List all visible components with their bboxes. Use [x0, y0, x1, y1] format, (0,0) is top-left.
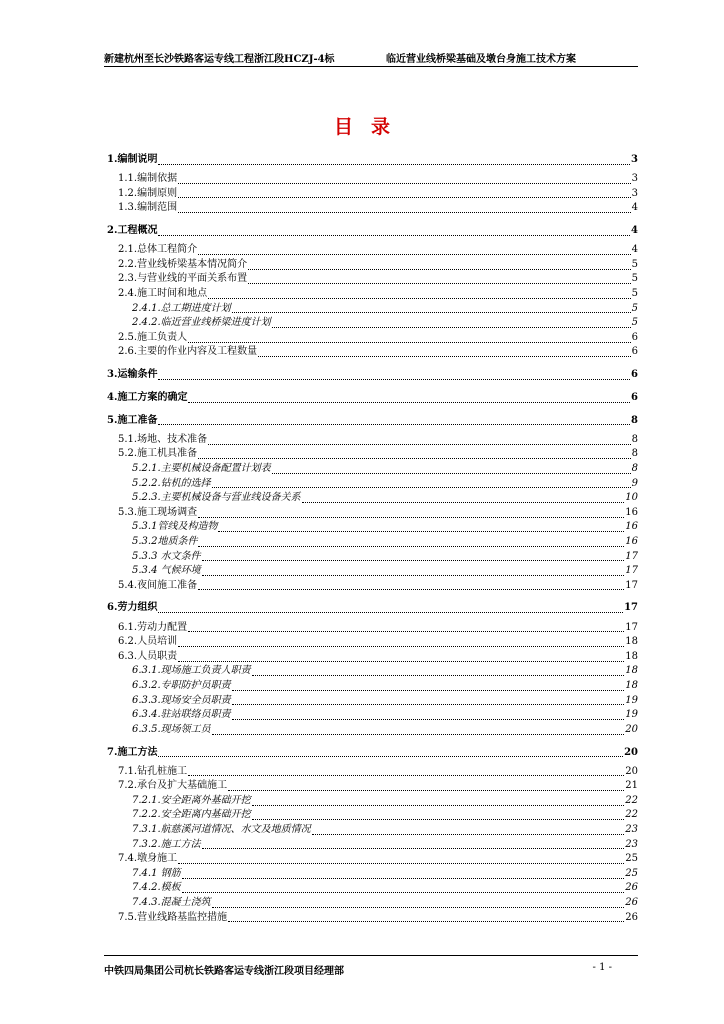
toc-entry-label: 6.3.2.专职防护员职责	[132, 679, 231, 691]
toc-entry-page: 6	[631, 369, 638, 381]
toc-entry-label: 5.3.2地质条件	[132, 535, 198, 547]
toc-entry-label: 6.1.劳动力配置	[118, 621, 188, 633]
toc-entry[interactable]	[107, 391, 638, 406]
toc-entry[interactable]	[107, 564, 638, 579]
toc-entry[interactable]	[107, 823, 638, 838]
toc-entry-page: 4	[631, 225, 638, 237]
toc-dot-leader	[158, 154, 630, 165]
toc-entry[interactable]	[107, 746, 638, 761]
toc-entry[interactable]	[107, 911, 638, 926]
toc-dot-leader	[198, 244, 631, 255]
toc-entry[interactable]	[107, 852, 638, 867]
page-footer	[104, 962, 638, 977]
toc-entry-page: 3	[631, 187, 638, 199]
toc-entry[interactable]	[107, 679, 638, 694]
toc-dot-leader	[232, 302, 631, 313]
toc-dot-leader	[198, 536, 624, 547]
toc-entry-label: 5.3.1管线及构造物	[132, 521, 218, 533]
toc-entry-page: 6	[631, 331, 638, 343]
toc-entry-label: 5.施工准备	[107, 414, 158, 426]
toc-entry-page: 18	[625, 650, 638, 662]
toc-entry[interactable]	[107, 708, 638, 723]
toc-entry[interactable]	[107, 664, 638, 679]
toc-dot-leader	[232, 694, 625, 705]
toc-entry-label: 6.劳力组织	[107, 602, 158, 614]
header-document-title: 临近营业线桥梁基础及墩台身施工技术方案	[386, 54, 576, 65]
toc-entry-page: 16	[625, 506, 638, 518]
toc-entry[interactable]	[107, 535, 638, 550]
toc-dot-leader	[178, 853, 624, 864]
toc-entry[interactable]	[107, 723, 638, 738]
toc-entry[interactable]	[107, 345, 638, 360]
toc-entry-page: 18	[625, 636, 638, 648]
toc-entry[interactable]	[107, 368, 638, 383]
toc-entry[interactable]	[107, 765, 638, 780]
toc-entry-label: 5.3.3 水文条件	[132, 550, 201, 562]
toc-entry-page: 6	[631, 346, 638, 358]
toc-entry-page: 5	[631, 302, 638, 314]
toc-entry[interactable]	[107, 414, 638, 429]
toc-dot-leader	[188, 332, 631, 343]
toc-entry[interactable]	[107, 881, 638, 896]
toc-entry-page: 5	[631, 258, 638, 270]
toc-entry-label: 5.2.1.主要机械设备配置计划表	[132, 462, 271, 474]
toc-dot-leader	[188, 392, 630, 403]
toc-entry-page: 17	[624, 602, 638, 614]
toc-entry-label: 6.3.人员职责	[118, 650, 178, 662]
toc-entry-label: 7.4.2.模板	[132, 882, 181, 894]
toc-dot-leader	[232, 680, 625, 691]
toc-entry-page: 3	[631, 173, 638, 185]
toc-entry-page: 19	[625, 694, 638, 706]
toc-entry[interactable]	[107, 187, 638, 202]
toc-entry-page: 17	[625, 550, 638, 562]
toc-entry-label: 6.3.4.驻站联络员职责	[132, 709, 231, 721]
toc-entry-label: 5.3.4 气候环境	[132, 565, 201, 577]
toc-entry-page: 19	[625, 709, 638, 721]
toc-entry-label: 1.1.编制依据	[118, 173, 178, 185]
toc-entry-page: 4	[631, 202, 638, 214]
toc-dot-leader	[212, 724, 625, 735]
toc-entry[interactable]	[107, 579, 638, 594]
toc-entry-label: 7.4.1 钢筋	[132, 867, 181, 879]
toc-entry-label: 2.4.2.临近营业线桥梁进度计划	[132, 317, 271, 329]
toc-entry[interactable]	[107, 447, 638, 462]
toc-entry-label: 2.1.总体工程简介	[118, 244, 198, 256]
toc-dot-leader	[178, 651, 624, 662]
toc-entry[interactable]	[107, 477, 638, 492]
toc-entry-page: 20	[624, 746, 638, 758]
toc-entry-page: 25	[625, 853, 638, 865]
page-header	[104, 50, 638, 65]
toc-dot-leader	[208, 288, 631, 299]
toc-entry-label: 7.3.1.航慈溪河道情况、水文及地质情况	[132, 823, 311, 835]
toc-entry[interactable]	[107, 520, 638, 535]
toc-entry-page: 6	[631, 391, 638, 403]
table-of-contents	[107, 153, 638, 925]
toc-entry-label: 7.1.钻孔桩施工	[118, 765, 188, 777]
toc-entry-label: 2.6.主要的作业内容及工程数量	[118, 346, 258, 358]
toc-dot-leader	[178, 202, 631, 213]
toc-entry-label: 7.4.3.混凝土浇筑	[132, 896, 211, 908]
toc-entry-label: 7.2.承台及扩大基础施工	[118, 780, 228, 792]
toc-dot-leader	[178, 636, 624, 647]
toc-entry[interactable]	[107, 153, 638, 168]
toc-dot-leader	[228, 911, 624, 922]
toc-entry-label: 2.5.施工负责人	[118, 331, 188, 343]
toc-entry-page: 8	[631, 414, 638, 426]
toc-entry[interactable]	[107, 779, 638, 794]
toc-dot-leader	[248, 273, 631, 284]
toc-dot-leader	[248, 259, 631, 270]
toc-dot-leader	[158, 602, 623, 613]
toc-entry-label: 2.4.1.总工期进度计划	[132, 302, 231, 314]
toc-entry[interactable]	[107, 694, 638, 709]
toc-dot-leader	[302, 492, 625, 503]
toc-dot-leader	[198, 507, 624, 518]
toc-entry-page: 20	[625, 723, 638, 735]
toc-dot-leader	[218, 521, 624, 532]
toc-entry-page: 16	[625, 521, 638, 533]
toc-dot-leader	[188, 621, 624, 632]
toc-dot-leader	[258, 346, 631, 357]
header-project-title: 新建杭州至长沙铁路客运专线工程浙江段HCZJ-4标	[104, 54, 335, 65]
toc-entry-label: 5.2.施工机具准备	[118, 448, 198, 460]
toc-entry[interactable]	[107, 621, 638, 636]
toc-entry-label: 7.2.2.安全距离内基础开挖	[132, 809, 251, 821]
toc-entry[interactable]	[107, 172, 638, 187]
toc-dot-leader	[202, 550, 625, 561]
toc-dot-leader	[198, 579, 624, 590]
toc-entry-label: 4.施工方案的确定	[107, 391, 188, 403]
header-rule	[104, 66, 638, 67]
toc-entry-label: 7.5.营业线路基监控措施	[118, 911, 228, 923]
toc-entry[interactable]	[107, 224, 638, 239]
toc-dot-leader	[272, 317, 631, 328]
toc-entry-label: 5.1.场地、技术准备	[118, 433, 208, 445]
toc-dot-leader	[158, 369, 630, 380]
toc-entry-page: 22	[625, 809, 638, 821]
toc-entry[interactable]	[107, 258, 638, 273]
toc-entry-label: 6.3.1.现场施工负责人职责	[132, 665, 251, 677]
toc-entry-page: 21	[625, 780, 638, 792]
toc-dot-leader	[272, 463, 631, 474]
toc-entry-label: 7.施工方法	[107, 746, 158, 758]
toc-dot-leader	[178, 173, 631, 184]
toc-entry[interactable]	[107, 201, 638, 216]
toc-entry-page: 26	[625, 882, 638, 894]
toc-dot-leader	[232, 709, 625, 720]
toc-entry-label: 7.3.2.施工方法	[132, 838, 201, 850]
toc-dot-leader	[202, 565, 625, 576]
toc-entry-page: 5	[631, 317, 638, 329]
toc-dot-leader	[158, 746, 623, 757]
toc-entry[interactable]	[107, 491, 638, 506]
toc-entry-label: 1.编制说明	[107, 154, 158, 165]
toc-entry-page: 18	[625, 679, 638, 691]
toc-entry-page: 22	[625, 794, 638, 806]
toc-entry-page: 16	[625, 535, 638, 547]
toc-entry-page: 17	[625, 565, 638, 577]
toc-entry-page: 18	[625, 665, 638, 677]
toc-entry-label: 2.3.与营业线的平面关系布置	[118, 273, 248, 285]
toc-entry[interactable]	[107, 601, 638, 616]
toc-dot-leader	[228, 780, 624, 791]
toc-entry-label: 2.2.营业线桥梁基本情况简介	[118, 258, 248, 270]
toc-entry[interactable]	[107, 272, 638, 287]
toc-entry-page: 4	[631, 244, 638, 256]
toc-entry-page: 26	[625, 896, 638, 908]
toc-entry-label: 5.2.2.钻机的选择	[132, 477, 211, 489]
toc-entry-page: 8	[631, 448, 638, 460]
toc-entry[interactable]	[107, 316, 638, 331]
toc-entry-label: 5.4.夜间施工准备	[118, 579, 198, 591]
toc-dot-leader	[158, 414, 630, 425]
toc-entry[interactable]	[107, 550, 638, 565]
toc-entry-label: 7.2.1.安全距离外基础开挖	[132, 794, 251, 806]
toc-dot-leader	[178, 187, 631, 198]
toc-entry-label: 6.3.5.现场领工员	[132, 723, 211, 735]
toc-entry[interactable]	[107, 896, 638, 911]
toc-entry[interactable]	[107, 808, 638, 823]
toc-dot-leader	[198, 448, 631, 459]
toc-entry-page: 26	[625, 911, 638, 923]
footer-organization: 中铁四局集团公司杭长铁路客运专线浙江段项目经理部	[104, 966, 344, 977]
toc-entry-page: 23	[625, 838, 638, 850]
toc-entry[interactable]	[107, 506, 638, 521]
toc-entry-page: 17	[625, 621, 638, 633]
toc-dot-leader	[312, 824, 625, 835]
toc-dot-leader	[208, 434, 631, 445]
toc-dot-leader	[252, 795, 625, 806]
toc-entry[interactable]	[107, 650, 638, 665]
toc-dot-leader	[252, 665, 625, 676]
toc-dot-leader	[182, 882, 625, 893]
toc-entry[interactable]	[107, 302, 638, 317]
toc-dot-leader	[212, 897, 625, 908]
toc-entry[interactable]	[107, 838, 638, 853]
toc-entry-label: 1.3.编制范围	[118, 202, 178, 214]
toc-entry-page: 9	[631, 477, 638, 489]
toc-entry[interactable]	[107, 331, 638, 346]
toc-entry-page: 17	[625, 579, 638, 591]
toc-entry-label: 7.4.墩身施工	[118, 853, 178, 865]
toc-entry[interactable]	[107, 287, 638, 302]
page-number: - 1 -	[592, 962, 612, 973]
page-title: 目录	[333, 116, 408, 138]
toc-entry-label: 1.2.编制原则	[118, 187, 178, 199]
toc-entry[interactable]	[107, 794, 638, 809]
toc-entry-page: 20	[625, 765, 638, 777]
toc-entry-label: 5.2.3.主要机械设备与营业线设备关系	[132, 492, 301, 504]
toc-dot-leader	[158, 225, 630, 236]
toc-entry-page: 8	[631, 462, 638, 474]
toc-entry-page: 8	[631, 433, 638, 445]
toc-entry-page: 3	[631, 154, 638, 165]
toc-entry[interactable]	[107, 462, 638, 477]
toc-entry-page: 10	[625, 492, 638, 504]
toc-dot-leader	[212, 477, 631, 488]
toc-dot-leader	[188, 765, 624, 776]
toc-dot-leader	[252, 809, 625, 820]
toc-entry-page: 23	[625, 823, 638, 835]
toc-entry[interactable]	[107, 635, 638, 650]
toc-entry-label: 6.2.人员培训	[118, 636, 178, 648]
toc-dot-leader	[202, 838, 625, 849]
toc-entry-label: 3.运输条件	[107, 369, 158, 381]
toc-entry-page: 25	[625, 867, 638, 879]
toc-entry-label: 5.3.施工现场调查	[118, 506, 198, 518]
toc-entry[interactable]	[107, 433, 638, 448]
toc-entry-label: 2.4.施工时间和地点	[118, 287, 208, 299]
footer-rule	[104, 955, 638, 956]
toc-entry[interactable]	[107, 243, 638, 258]
toc-entry-page: 5	[631, 273, 638, 285]
toc-dot-leader	[182, 868, 625, 879]
toc-entry-label: 6.3.3.现场安全员职责	[132, 694, 231, 706]
toc-entry-page: 5	[631, 287, 638, 299]
toc-entry[interactable]	[107, 867, 638, 882]
toc-entry-label: 2.工程概况	[107, 225, 158, 237]
